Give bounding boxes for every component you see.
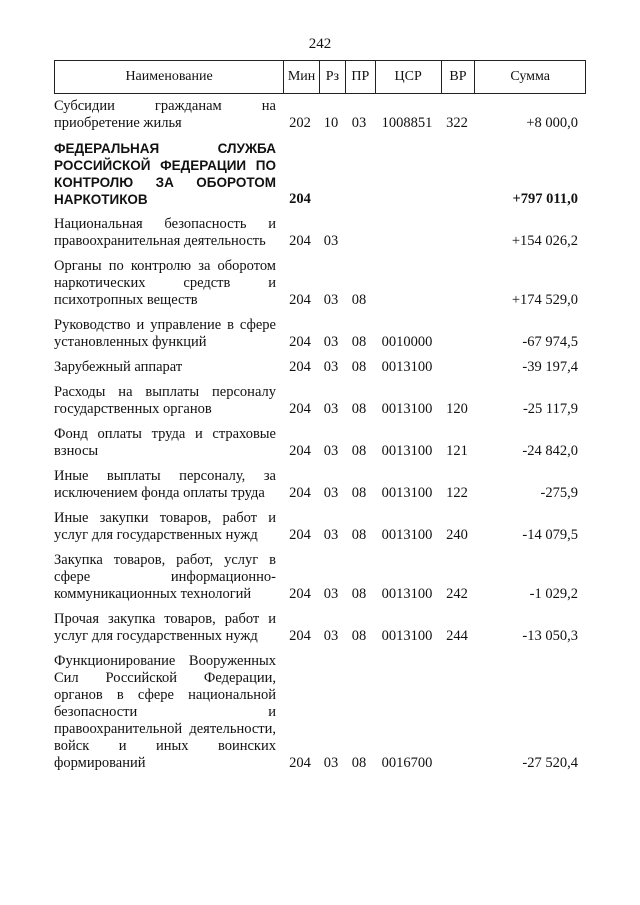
table-row	[54, 216, 586, 250]
row-vr: 240	[446, 527, 468, 543]
row-sum: -275,9	[540, 485, 578, 501]
row-csr: 0013100	[381, 443, 433, 459]
table-header	[54, 60, 586, 94]
table-row	[54, 98, 586, 132]
table-row	[54, 317, 586, 351]
row-csr: 0010000	[381, 334, 433, 350]
row-vr: 242	[446, 586, 468, 602]
row-csr: 0013100	[381, 527, 433, 543]
row-vr: 122	[446, 485, 468, 501]
row-csr: 1008851	[381, 115, 433, 131]
row-rz: 03	[323, 334, 339, 350]
row-name: Фонд оплаты труда и страховые взносы	[54, 426, 276, 459]
row-sum: -67 974,5	[522, 334, 578, 350]
row-csr: 0013100	[381, 359, 433, 375]
row-csr: 0013100	[381, 401, 433, 417]
table-row	[54, 384, 586, 418]
row-name: Зарубежный аппарат	[54, 359, 183, 375]
table-body	[54, 98, 586, 780]
table-row	[54, 510, 586, 544]
row-rz: 03	[323, 401, 339, 417]
row-sum: -39 197,4	[522, 359, 578, 375]
header-vr: ВР	[442, 61, 476, 93]
row-min: 204	[289, 485, 311, 501]
table-row	[54, 468, 586, 502]
row-min: 204	[289, 359, 311, 375]
row-pr: 08	[351, 527, 367, 543]
row-rz: 03	[323, 292, 339, 308]
row-csr: 0013100	[381, 586, 433, 602]
row-rz: 03	[323, 443, 339, 459]
row-pr: 08	[351, 401, 367, 417]
row-sum: +174 529,0	[511, 292, 578, 308]
header-sum: Сумма	[510, 69, 551, 84]
header-csr: ЦСР	[376, 61, 442, 93]
row-rz: 03	[323, 755, 339, 771]
row-min: 204	[289, 527, 311, 543]
row-min: 204	[289, 443, 311, 459]
row-min: 204	[289, 292, 311, 308]
row-pr: 08	[351, 359, 367, 375]
row-sum: +154 026,2	[511, 233, 578, 249]
row-sum: -14 079,5	[522, 527, 578, 543]
row-pr: 08	[351, 628, 367, 644]
row-sum: -25 117,9	[522, 401, 578, 417]
row-name: Иные закупки товаров, работ и услуг для государственных нужд	[54, 510, 276, 543]
table-row	[54, 611, 586, 645]
row-rz: 03	[323, 527, 339, 543]
row-sum: +8 000,0	[526, 115, 578, 131]
row-pr: 08	[351, 485, 367, 501]
row-name: Субсидии гражданам на приобретение жилья	[54, 98, 276, 131]
row-min: 204	[289, 586, 311, 602]
page-number: 242	[308, 36, 332, 52]
header-min: Мин	[284, 61, 320, 93]
header-name: Наименование	[55, 61, 284, 93]
table-row	[54, 258, 586, 309]
row-rz: 03	[323, 233, 339, 249]
row-pr: 03	[351, 115, 367, 131]
row-vr: 121	[446, 443, 468, 459]
row-min: 204	[289, 628, 311, 644]
row-vr: 120	[446, 401, 468, 417]
row-name: ФЕДЕРАЛЬНАЯ СЛУЖБА РОССИЙСКОЙ ФЕДЕРАЦИИ ПО КОНТРОЛЮ ЗА ОБОРОТОМ НАРКОТИКОВ	[54, 141, 276, 207]
row-rz: 03	[323, 485, 339, 501]
row-pr: 08	[351, 443, 367, 459]
table-row	[54, 140, 586, 208]
row-rz: 03	[323, 628, 339, 644]
row-rz: 03	[323, 359, 339, 375]
row-csr: 0016700	[381, 755, 433, 771]
row-csr: 0013100	[381, 485, 433, 501]
row-csr: 0013100	[381, 628, 433, 644]
row-vr: 322	[446, 115, 468, 131]
row-sum: -27 520,4	[522, 755, 578, 771]
row-name: Руководство и управление в сфере установленных функций	[54, 317, 276, 350]
row-name: Прочая закупка товаров, работ и услуг для государственных нужд	[54, 611, 276, 644]
row-min: 202	[289, 115, 311, 131]
row-name: Органы по контролю за оборотом наркотических средств и психотропных веществ	[54, 258, 276, 308]
row-min: 204	[289, 233, 311, 249]
row-name: Национальная безопасность и правоохранительная деятельность	[54, 216, 276, 249]
row-vr: 244	[446, 628, 468, 644]
row-name: Расходы на выплаты персоналу государственных органов	[54, 384, 276, 417]
row-sum: -24 842,0	[522, 443, 578, 459]
row-sum: +797 011,0	[512, 191, 578, 207]
table-row	[54, 653, 586, 772]
row-pr: 08	[351, 586, 367, 602]
row-min: 204	[289, 191, 311, 207]
row-min: 204	[289, 755, 311, 771]
row-name: Закупка товаров, работ, услуг в сфере информационно-коммуникационных технологий	[54, 552, 276, 602]
row-pr: 08	[351, 755, 367, 771]
row-name: Функционирование Вооруженных Сил Российской Федерации, органов в сфере национальной безопасности и правоохранительной деятельности, войск и иных воинских формирований	[54, 653, 276, 771]
row-min: 204	[289, 334, 311, 350]
row-name: Иные выплаты персоналу, за исключением фонда оплаты труда	[54, 468, 276, 501]
row-pr: 08	[351, 292, 367, 308]
row-sum: -1 029,2	[529, 586, 578, 602]
header-rz: Рз	[320, 61, 346, 93]
row-rz: 10	[323, 115, 339, 131]
row-rz: 03	[323, 586, 339, 602]
row-sum: -13 050,3	[522, 628, 578, 644]
row-pr: 08	[351, 334, 367, 350]
header-pr: ПР	[346, 61, 376, 93]
row-min: 204	[289, 401, 311, 417]
table-row	[54, 359, 586, 376]
table-row	[54, 426, 586, 460]
table-row	[54, 552, 586, 603]
